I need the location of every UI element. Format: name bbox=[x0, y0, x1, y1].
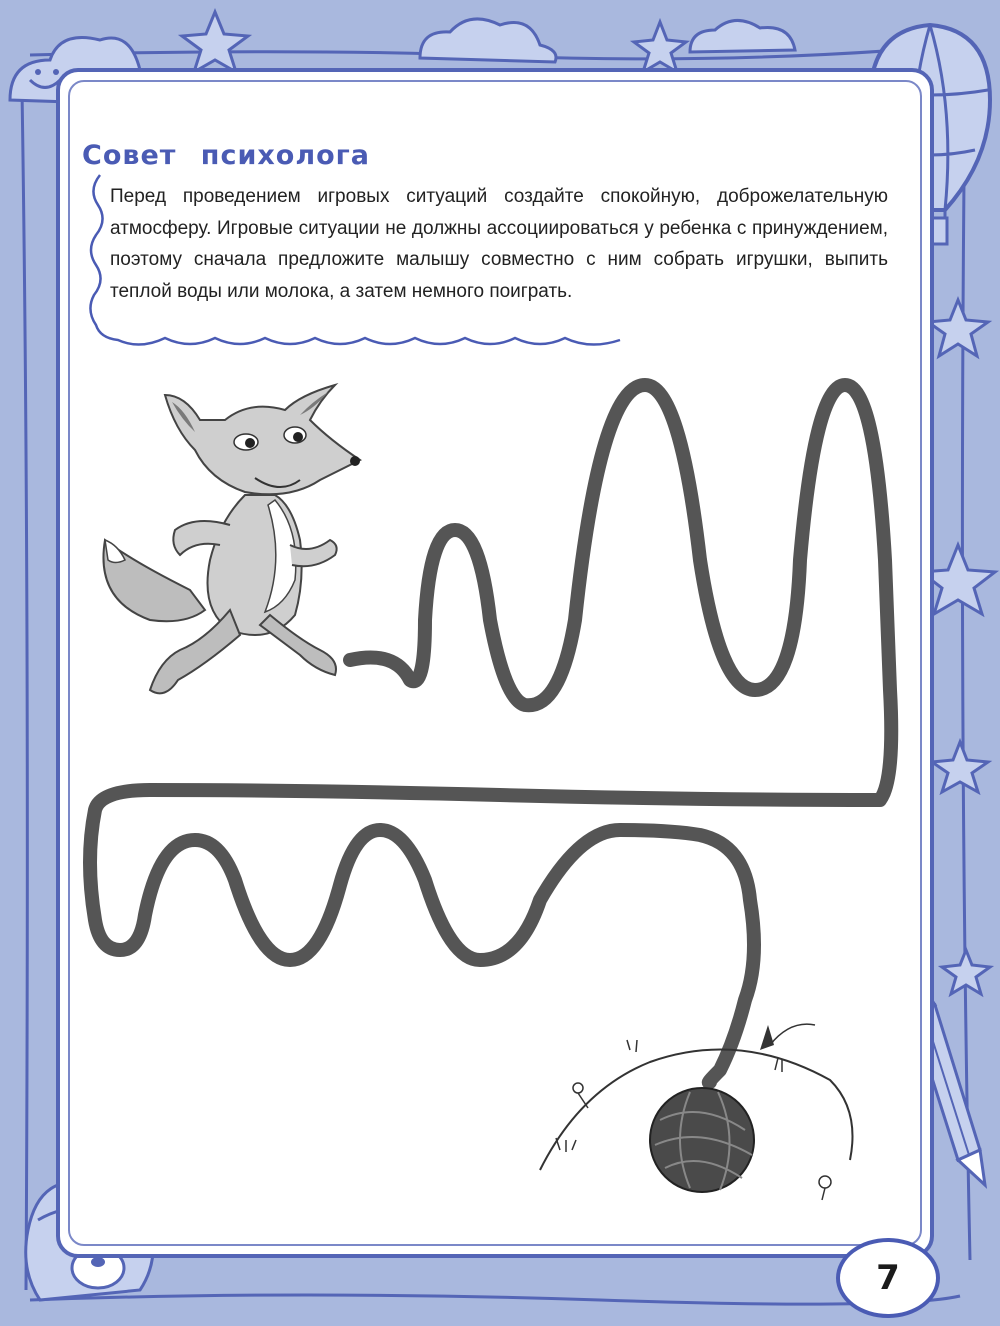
tip-bracket bbox=[90, 175, 620, 345]
tracing-path bbox=[90, 385, 891, 1083]
tip-text: Перед проведением игровых ситуаций создайте спокойную, доброжелательную атмосферу. Игровые ситуации не должны ассоциироваться у ребенка с принуждением, поэтому сначала предложите малышу совместно с ним собрать игрушки, выпить теплой воды или молока, а затем немного поиграть. bbox=[110, 186, 888, 302]
page-number: 7 bbox=[876, 1258, 900, 1298]
yarn-ball-illustration bbox=[650, 1088, 754, 1192]
page-number-badge bbox=[836, 1238, 940, 1318]
tip-title: Совет психолога bbox=[82, 140, 371, 171]
fox-illustration bbox=[103, 385, 360, 693]
